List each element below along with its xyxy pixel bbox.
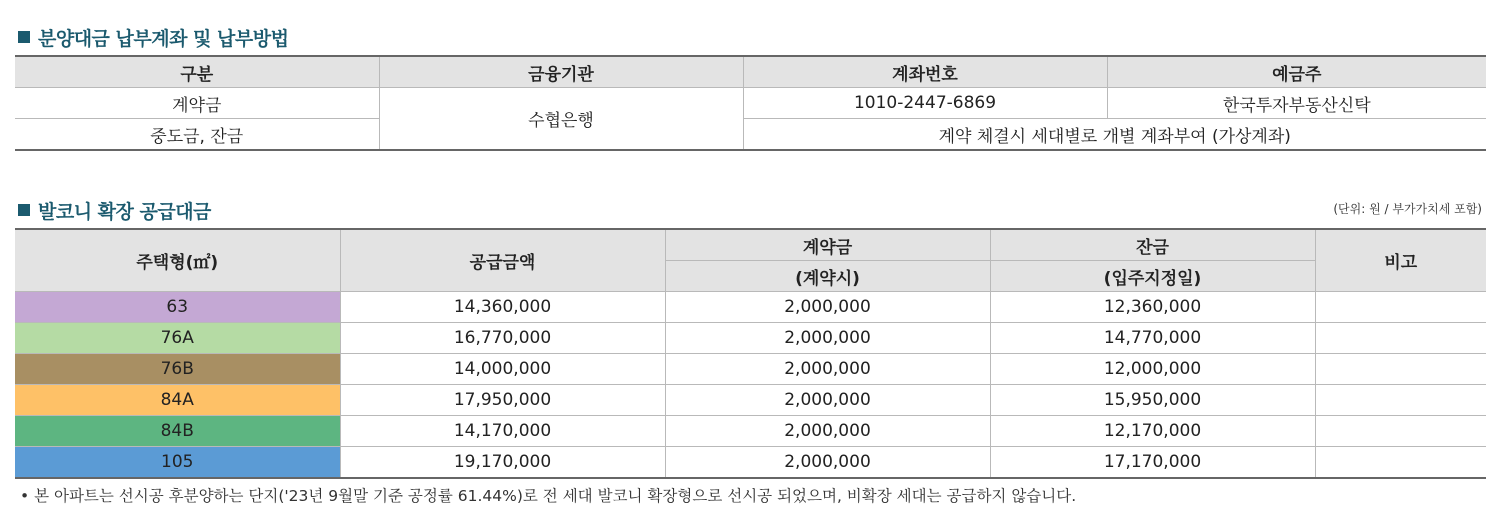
supply-cell: 14,170,000 bbox=[340, 416, 665, 447]
deposit-cell: 2,000,000 bbox=[665, 292, 990, 323]
remarks-cell bbox=[1315, 354, 1486, 385]
balance-cell: 12,170,000 bbox=[990, 416, 1315, 447]
account-number: 1010-2447-6869 bbox=[743, 88, 1107, 119]
header-type: 주택형(㎡) bbox=[15, 229, 340, 292]
unit-note: (단위: 원 / 부가가치세 포함) bbox=[1333, 202, 1482, 216]
table-row bbox=[15, 88, 1486, 119]
header-balance: 잔금 bbox=[990, 229, 1315, 261]
remarks-cell bbox=[1315, 416, 1486, 447]
table-row bbox=[15, 323, 1486, 354]
header-supply: 공급금액 bbox=[340, 229, 665, 292]
balcony-title-text: 발코니 확장 공급대금 bbox=[38, 201, 211, 223]
header-deposit-sub: (계약시) bbox=[665, 261, 990, 292]
account-holder: 한국투자부동산신탁 bbox=[1107, 88, 1486, 119]
balcony-section-title bbox=[18, 197, 211, 224]
deposit-cell: 2,000,000 bbox=[665, 447, 990, 479]
square-bullet-icon bbox=[18, 31, 30, 43]
balance-cell: 14,770,000 bbox=[990, 323, 1315, 354]
virtual-account-note: 계약 체결시 세대별로 개별 계좌부여 (가상계좌) bbox=[743, 119, 1486, 151]
balance-cell: 12,000,000 bbox=[990, 354, 1315, 385]
balance-cell: 15,950,000 bbox=[990, 385, 1315, 416]
remarks-cell bbox=[1315, 385, 1486, 416]
supply-cell: 17,950,000 bbox=[340, 385, 665, 416]
type-cell: 63 bbox=[15, 292, 340, 323]
header-category: 구분 bbox=[15, 56, 379, 88]
payment-account-table bbox=[15, 55, 1486, 151]
header-account-number: 계좌번호 bbox=[743, 56, 1107, 88]
type-cell: 76A bbox=[15, 323, 340, 354]
header-holder: 예금주 bbox=[1107, 56, 1486, 88]
deposit-cell: 2,000,000 bbox=[665, 354, 990, 385]
payment-title-text: 분양대금 납부계좌 및 납부방법 bbox=[38, 28, 289, 50]
bank-name: 수협은행 bbox=[379, 88, 743, 151]
payment-section-title bbox=[18, 24, 288, 51]
table-row bbox=[15, 447, 1486, 479]
middle-balance-label: 중도금, 잔금 bbox=[15, 119, 379, 151]
supply-cell: 19,170,000 bbox=[340, 447, 665, 479]
balance-cell: 17,170,000 bbox=[990, 447, 1315, 479]
header-balance-sub: (입주지정일) bbox=[990, 261, 1315, 292]
deposit-cell: 2,000,000 bbox=[665, 416, 990, 447]
header-remarks: 비고 bbox=[1315, 229, 1486, 292]
contract-label: 계약금 bbox=[15, 88, 379, 119]
table-header-row bbox=[15, 229, 1486, 261]
balcony-price-table bbox=[15, 228, 1486, 479]
supply-cell: 14,360,000 bbox=[340, 292, 665, 323]
table-row bbox=[15, 354, 1486, 385]
type-cell: 105 bbox=[15, 447, 340, 479]
type-cell: 76B bbox=[15, 354, 340, 385]
supply-cell: 16,770,000 bbox=[340, 323, 665, 354]
square-bullet-icon bbox=[18, 204, 30, 216]
header-bank: 금융기관 bbox=[379, 56, 743, 88]
table-row bbox=[15, 292, 1486, 323]
deposit-cell: 2,000,000 bbox=[665, 323, 990, 354]
footnote: • 본 아파트는 선시공 후분양하는 단지('23년 9월말 기준 공정률 61.44%)로 전 세대 발코니 확장형으로 선시공 되었으며, 비확장 세대는 공급하지 않습니다. bbox=[20, 487, 1077, 505]
balance-cell: 12,360,000 bbox=[990, 292, 1315, 323]
table-header-row bbox=[15, 56, 1486, 88]
type-cell: 84B bbox=[15, 416, 340, 447]
header-deposit: 계약금 bbox=[665, 229, 990, 261]
supply-cell: 14,000,000 bbox=[340, 354, 665, 385]
table-row bbox=[15, 119, 1486, 151]
type-cell: 84A bbox=[15, 385, 340, 416]
remarks-cell bbox=[1315, 292, 1486, 323]
remarks-cell bbox=[1315, 323, 1486, 354]
deposit-cell: 2,000,000 bbox=[665, 385, 990, 416]
table-row bbox=[15, 416, 1486, 447]
table-row bbox=[15, 385, 1486, 416]
remarks-cell bbox=[1315, 447, 1486, 479]
